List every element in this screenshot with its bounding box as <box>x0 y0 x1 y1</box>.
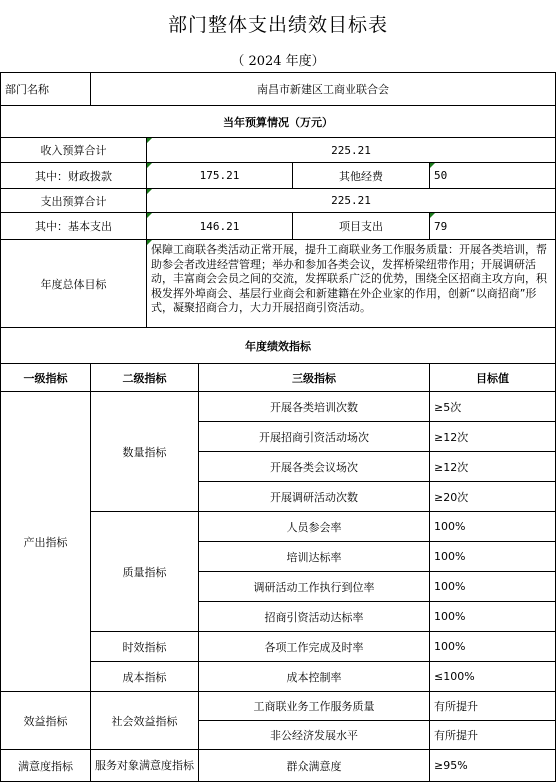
indicator-name: 开展招商引资活动场次 <box>199 422 430 452</box>
indicator-name: 开展各类会议场次 <box>199 452 430 482</box>
basic-value: 146.21 <box>147 213 293 240</box>
annual-goal-text: 保障工商联各类活动正常开展，提升工商联业务工作服务质量：开展各类培训，帮助参会者改进经营管理；举办和参加各类会议，发挥桥梁纽带作用；开展调研活动，丰富商会会员之间的交流，发挥联系广泛的优势，围绕全区招商主攻方向，积极发挥外埠商会、基层行业商会和新建籍在外企业家的作用，创新“以商招商”形式，凝聚招商合力，大力开展招商引资活动。 <box>147 240 556 328</box>
performance-table <box>0 72 556 782</box>
level2-quantity: 数量指标 <box>91 392 199 512</box>
indicator-target: ≤100% <box>430 662 556 692</box>
level2-quality: 质量指标 <box>91 512 199 632</box>
dept-value: 南昌市新建区工商业联合会 <box>91 73 556 106</box>
header-level2: 二级指标 <box>91 364 199 392</box>
expense-total-value: 225.21 <box>147 189 556 213</box>
level1-satisfaction: 满意度指标 <box>1 750 91 782</box>
indicator-name: 成本控制率 <box>199 662 430 692</box>
indicator-target: 100% <box>430 632 556 662</box>
indicator-name: 开展调研活动次数 <box>199 482 430 512</box>
indicator-name: 人员参会率 <box>199 512 430 542</box>
fiscal-value: 175.21 <box>147 163 293 189</box>
indicator-name: 培训达标率 <box>199 542 430 572</box>
indicator-target: ≥12次 <box>430 422 556 452</box>
indicator-name: 招商引资活动达标率 <box>199 602 430 632</box>
basic-label: 其中：基本支出 <box>1 213 147 240</box>
level2-social: 社会效益指标 <box>91 692 199 750</box>
budget-section-title: 当年预算情况（万元） <box>1 106 556 138</box>
indicator-target: 100% <box>430 572 556 602</box>
other-label: 其他经费 <box>293 163 430 189</box>
indicator-target: 100% <box>430 542 556 572</box>
level2-service-satisfaction: 服务对象满意度指标 <box>91 750 199 782</box>
other-value: 50 <box>430 163 556 189</box>
income-total-label: 收入预算合计 <box>1 138 147 163</box>
level2-timeliness: 时效指标 <box>91 632 199 662</box>
indicator-name: 群众满意度 <box>199 750 430 782</box>
indicator-name: 开展各类培训次数 <box>199 392 430 422</box>
level2-cost: 成本指标 <box>91 662 199 692</box>
fiscal-label: 其中：财政拨款 <box>1 163 147 189</box>
indicator-target: 有所提升 <box>430 721 556 750</box>
indicator-name: 工商联业务工作服务质量 <box>199 692 430 721</box>
indicator-target: ≥95% <box>430 750 556 782</box>
page-title: 部门整体支出绩效目标表 <box>167 13 388 36</box>
indicator-target: ≥5次 <box>430 392 556 422</box>
indicator-target: 有所提升 <box>430 692 556 721</box>
level1-output: 产出指标 <box>1 392 91 692</box>
dept-label: 部门名称 <box>1 73 91 106</box>
expense-total-label: 支出预算合计 <box>1 189 147 213</box>
year-label: （ 2024 年度） <box>231 53 325 69</box>
indicator-target: 100% <box>430 512 556 542</box>
header-level1: 一级指标 <box>1 364 91 392</box>
indicator-target: ≥20次 <box>430 482 556 512</box>
indicator-target: ≥12次 <box>430 452 556 482</box>
project-label: 项目支出 <box>293 213 430 240</box>
level1-benefit: 效益指标 <box>1 692 91 750</box>
indicator-name: 调研活动工作执行到位率 <box>199 572 430 602</box>
indicator-target: 100% <box>430 602 556 632</box>
income-total-value: 225.21 <box>147 138 556 163</box>
indicator-name: 各项工作完成及时率 <box>199 632 430 662</box>
project-value: 79 <box>430 213 556 240</box>
indicator-name: 非公经济发展水平 <box>199 721 430 750</box>
header-target: 目标值 <box>430 364 556 392</box>
annual-goal-label: 年度总体目标 <box>1 240 147 328</box>
perf-section-title: 年度绩效指标 <box>1 328 556 364</box>
header-level3: 三级指标 <box>199 364 430 392</box>
